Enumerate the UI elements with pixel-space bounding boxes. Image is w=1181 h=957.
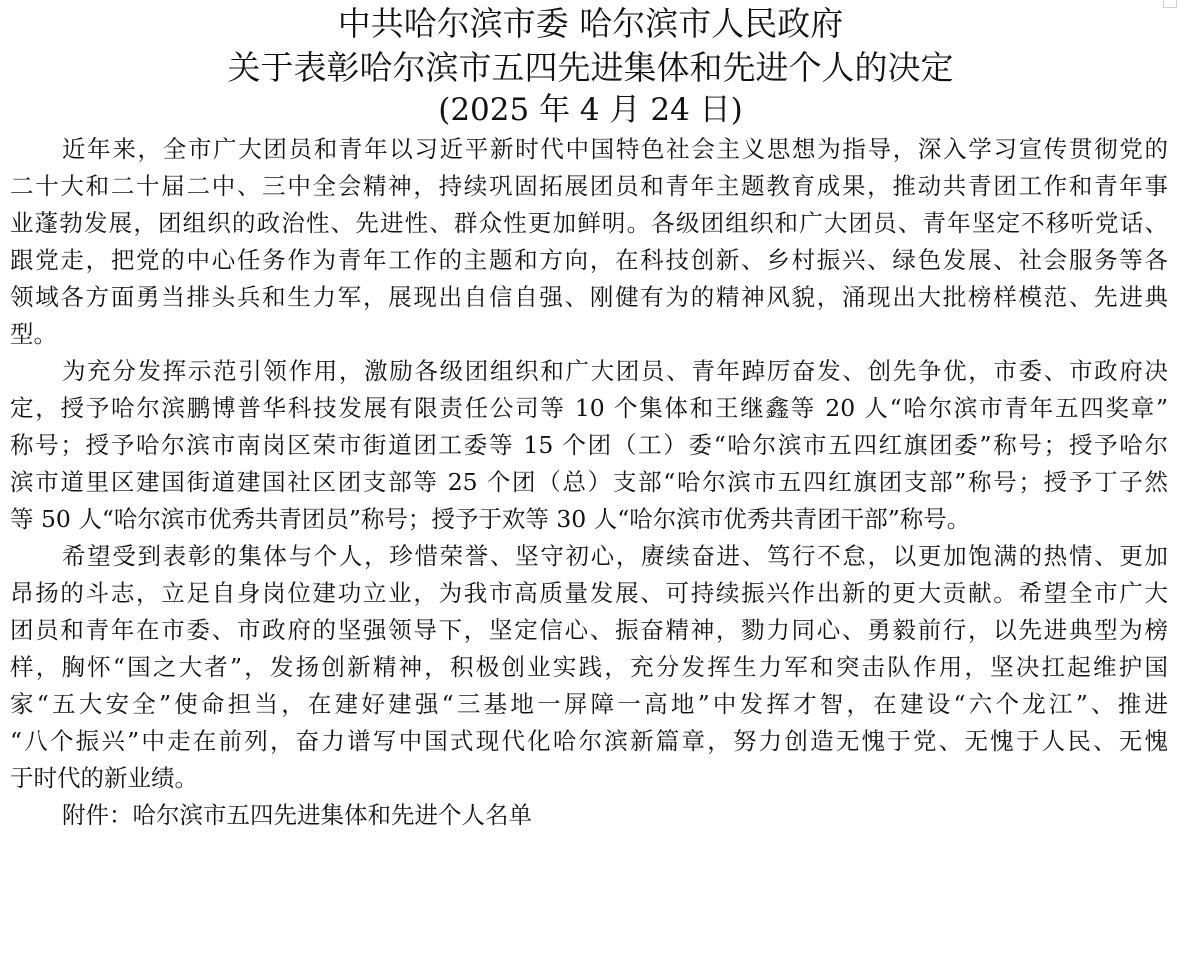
document-title: 关于表彰哈尔滨市五四先进集体和先进个人的决定 (227, 48, 954, 87)
attachment-line: 附件：哈尔滨市五四先进集体和先进个人名单 (62, 801, 532, 829)
paragraph-background (10, 131, 1168, 353)
paragraph-line: 于时代的新业绩。 (10, 764, 198, 792)
paragraph-line: 为充分发挥示范引领作用，激励各级团组织和广大团员、青年踔厉奋发、创先争优，市委、市政府决 (62, 357, 1168, 385)
attachment-note (10, 797, 1168, 834)
paragraph-line: 业蓬勃发展，团组织的政治性、先进性、群众性更加鲜明。各级团组织和广大团员、青年坚定不移听党话、 (10, 209, 1168, 237)
paragraph-line: 称号；授予哈尔滨市南岗区荣市街道团工委等 15 个团（工）委“哈尔滨市五四红旗团委”称号；授予哈尔 (10, 431, 1168, 459)
paragraph-awards (10, 353, 1168, 538)
document-date: (2025 年 4 月 24 日) (438, 92, 743, 128)
paragraph-line: 团员和青年在市委、市政府的坚强领导下，坚定信心、振奋精神，勠力同心、勇毅前行，以先进典型为榜 (10, 616, 1168, 644)
title-issuers: 中共哈尔滨市委 哈尔滨市人民政府 (337, 4, 844, 43)
paragraph-line: 希望受到表彰的集体与个人，珍惜荣誉、坚守初心，赓续奋进、笃行不怠，以更加饱满的热情、更加 (62, 542, 1168, 570)
paragraph-line: “八个振兴”中走在前列，奋力谱写中国式现代化哈尔滨新篇章，努力创造无愧于党、无愧于人民、无愧 (10, 727, 1168, 755)
paragraph-line: 近年来，全市广大团员和青年以习近平新时代中国特色社会主义思想为指导，深入学习宣传贯彻党的 (62, 135, 1168, 163)
paragraph-line: 领域各方面勇当排头兵和生力军，展现出自信自强、刚健有为的精神风貌，涌现出大批榜样模范、先进典 (10, 283, 1168, 311)
paragraph-line: 昂扬的斗志，立足自身岗位建功立业，为我市高质量发展、可持续振兴作出新的更大贡献。希望全市广大 (10, 579, 1168, 607)
paragraph-line: 定，授予哈尔滨鹏博普华科技发展有限责任公司等 10 个集体和王继鑫等 20 人“哈尔滨市青年五四奖章” (10, 394, 1168, 422)
paragraph-line: 等 50 人“哈尔滨市优秀共青团员”称号；授予于欢等 30 人“哈尔滨市优秀共青团干部”称号。 (10, 505, 971, 533)
document-body (10, 131, 1168, 834)
paragraph-line: 型。 (10, 320, 57, 348)
paragraph-line: 滨市道里区建国街道建国社区团支部等 25 个团（总）支部“哈尔滨市五四红旗团支部”称号；授予丁子然 (10, 468, 1168, 496)
paragraph-line: 跟党走，把党的中心任务作为青年工作的主题和方向，在科技创新、乡村振兴、绿色发展、社会服务等各 (10, 246, 1168, 274)
document-header (0, 2, 1181, 130)
paragraph-line: 家“五大安全”使命担当，在建好建强“三基地一屏障一高地”中发挥才智，在建设“六个龙江”、推进 (10, 690, 1168, 718)
paragraph-line: 样，胸怀“国之大者”，发扬创新精神，积极创业实践，充分发挥生力军和突击队作用，坚决扛起维护国 (10, 653, 1168, 681)
paragraph-line: 二十大和二十届二中、三中全会精神，持续巩固拓展团员和青年主题教育成果，推动共青团工作和青年事 (10, 172, 1168, 200)
paragraph-expectations (10, 538, 1168, 797)
